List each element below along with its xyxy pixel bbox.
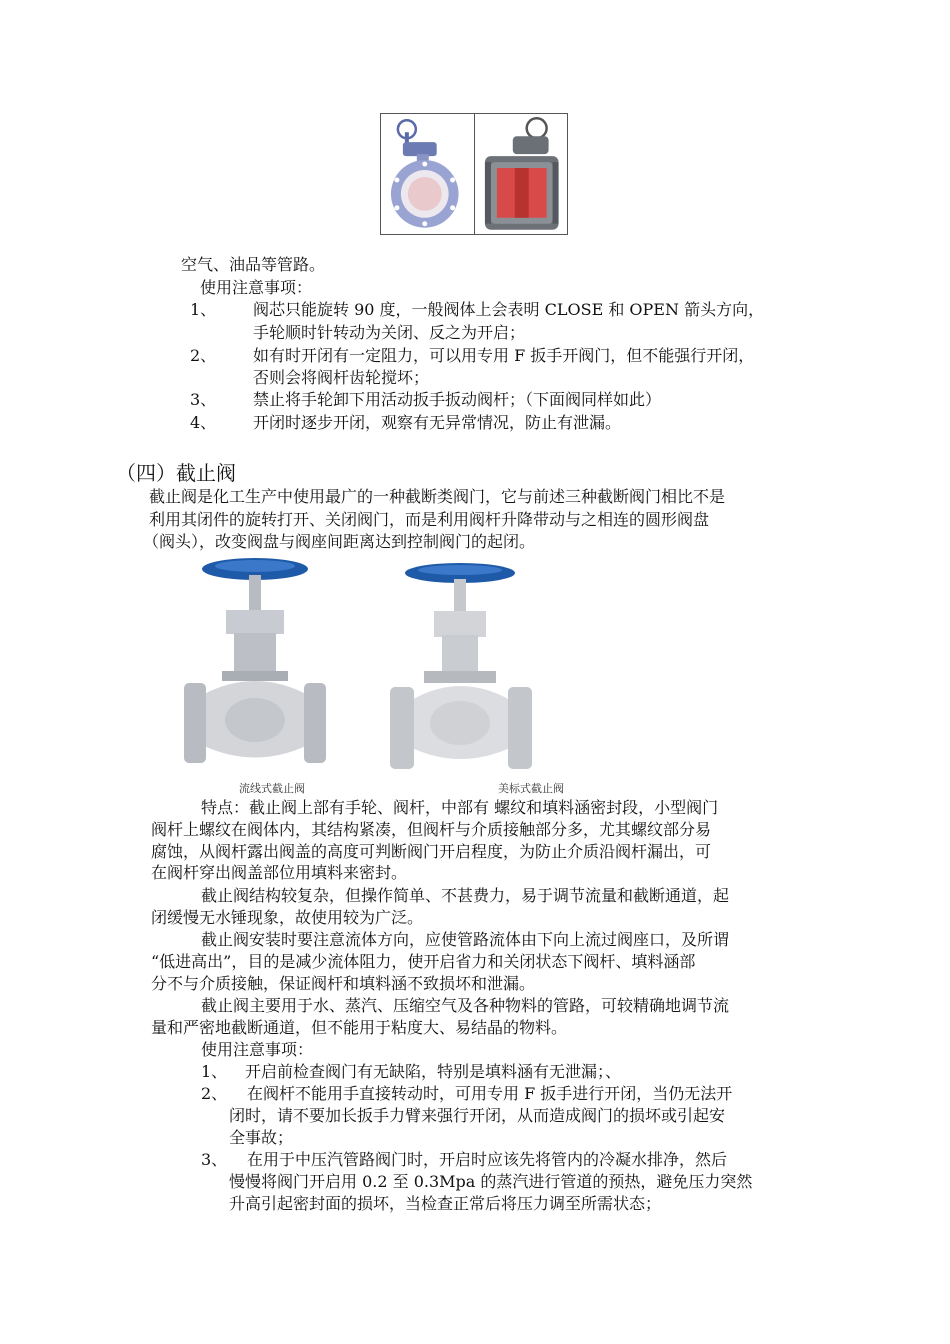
note-line: 全事故； xyxy=(229,1128,294,1147)
note-line: 在阀杆不能用手直接转动时，可用专用 F 扳手进行开闭，当仍无法开 xyxy=(247,1084,733,1103)
note-line: 在用于中压汽管路阀门时，开启时应该先将管内的冷凝水排净，然后 xyxy=(247,1150,728,1169)
paragraph-line: 腐蚀，从阀杆露出阀盖的高度可判断阀门开启程度，为防止介质沿阀杆漏出，可 xyxy=(151,842,712,861)
notes-title: 使用注意事项： xyxy=(201,1040,314,1059)
image-caption: 美标式截止阀 xyxy=(498,782,564,795)
butterfly-valve-image-table xyxy=(380,113,568,235)
paragraph-line: 截止阀结构较复杂，但操作简单、不甚费力，易于调节流量和截断通道，起 xyxy=(201,886,730,905)
note-number: 2、 xyxy=(190,346,217,365)
butterfly-valve-icon xyxy=(381,114,474,234)
intro-paragraph-line: 利用其闭件的旋转打开、关闭阀门，而是利用阀杆升降带动与之相连的圆形阀盘 xyxy=(149,510,710,529)
note-number: 2、 xyxy=(201,1084,228,1103)
note-number: 3、 xyxy=(201,1150,228,1169)
note-line: 开启前检查阀门有无缺陷，特别是填料涵有无泄漏；、 xyxy=(245,1062,622,1081)
note-number: 1、 xyxy=(190,300,217,319)
section-heading: （四）截止阀 xyxy=(116,461,236,485)
note-line: 阀芯只能旋转 90 度，一般阀体上会表明 CLOSE 和 OPEN 箭头方向， xyxy=(253,300,765,319)
paragraph-line: 在阀杆穿出阀盖部位用填料来密封。 xyxy=(151,863,408,882)
globe-valve-us-image xyxy=(388,561,536,777)
note-number: 4、 xyxy=(190,413,217,432)
paragraph-line: 特点：截止阀上部有手轮、阀杆，中部有 螺纹和填料涵密封段，小型阀门 xyxy=(201,798,719,817)
globe-valve-image xyxy=(182,555,328,777)
paragraph-line: 分不与介质接触，保证阀杆和填料涵不致损坏和泄漏。 xyxy=(151,974,536,993)
butterfly-valve-gear-image xyxy=(474,114,568,234)
paragraph-line: 截止阀主要用于水、蒸汽、压缩空气及各种物料的管路，可较精确地调节流 xyxy=(201,996,730,1015)
paragraph-line: 量和严密地截断通道，但不能用于粘度大、易结晶的物料。 xyxy=(151,1018,568,1037)
note-line: 慢慢将阀门开启用 0.2 至 0.3Mpa 的蒸汽进行管道的预热，避免压力突然 xyxy=(229,1172,753,1191)
paragraph-line: 阀杆上螺纹在阀体内，其结构紧凑，但阀杆与介质接触部分多，尤其螺纹部分易 xyxy=(151,820,712,839)
globe-valve-icon xyxy=(182,555,328,777)
paragraph-line: 闭缓慢无水锤现象，故使用较为广泛。 xyxy=(151,908,424,927)
intro-paragraph-line: （阀头），改变阀盘与阀座间距离达到控制阀门的起闭。 xyxy=(143,532,536,551)
globe-valve-us-icon xyxy=(388,561,536,777)
note-line: 手轮顺时针转动为关闭、反之为开启； xyxy=(253,323,526,342)
paragraph-line: 截止阀安装时要注意流体方向，应使管路流体由下向上流过阀座口，及所谓 xyxy=(201,930,730,949)
notes-title: 使用注意事项： xyxy=(200,278,313,297)
note-line: 闭时，请不要加长扳手力臂来强行开闭，从而造成阀门的损坏或引起安 xyxy=(229,1106,726,1125)
note-number: 1、 xyxy=(201,1062,228,1081)
paragraph-line: “低进高出”，目的是减少流体阻力，使开启省力和关闭状态下阀杆、填料涵部 xyxy=(151,952,696,971)
note-number: 3、 xyxy=(190,390,217,409)
note-line: 否则会将阀杆齿轮搅坏； xyxy=(253,368,430,387)
note-line: 开闭时逐步开闭，观察有无异常情况，防止有泄漏。 xyxy=(253,413,622,432)
butterfly-valve-gear-icon xyxy=(475,114,568,234)
intro-line: 空气、油品等管路。 xyxy=(181,255,326,274)
butterfly-valve-image xyxy=(381,114,474,234)
note-line: 如有时开闭有一定阻力，可以用专用 F 扳手开阀门，但不能强行开闭， xyxy=(253,346,755,365)
intro-paragraph-line: 截止阀是化工生产中使用最广的一种截断类阀门，它与前述三种截断阀门相比不是 xyxy=(149,487,726,506)
image-caption: 流线式截止阀 xyxy=(239,782,305,795)
note-line: 禁止将手轮卸下用活动扳手扳动阀杆；（下面阀同样如此） xyxy=(253,390,662,409)
note-line: 升高引起密封面的损坏，当检查正常后将压力调至所需状态； xyxy=(229,1194,662,1213)
